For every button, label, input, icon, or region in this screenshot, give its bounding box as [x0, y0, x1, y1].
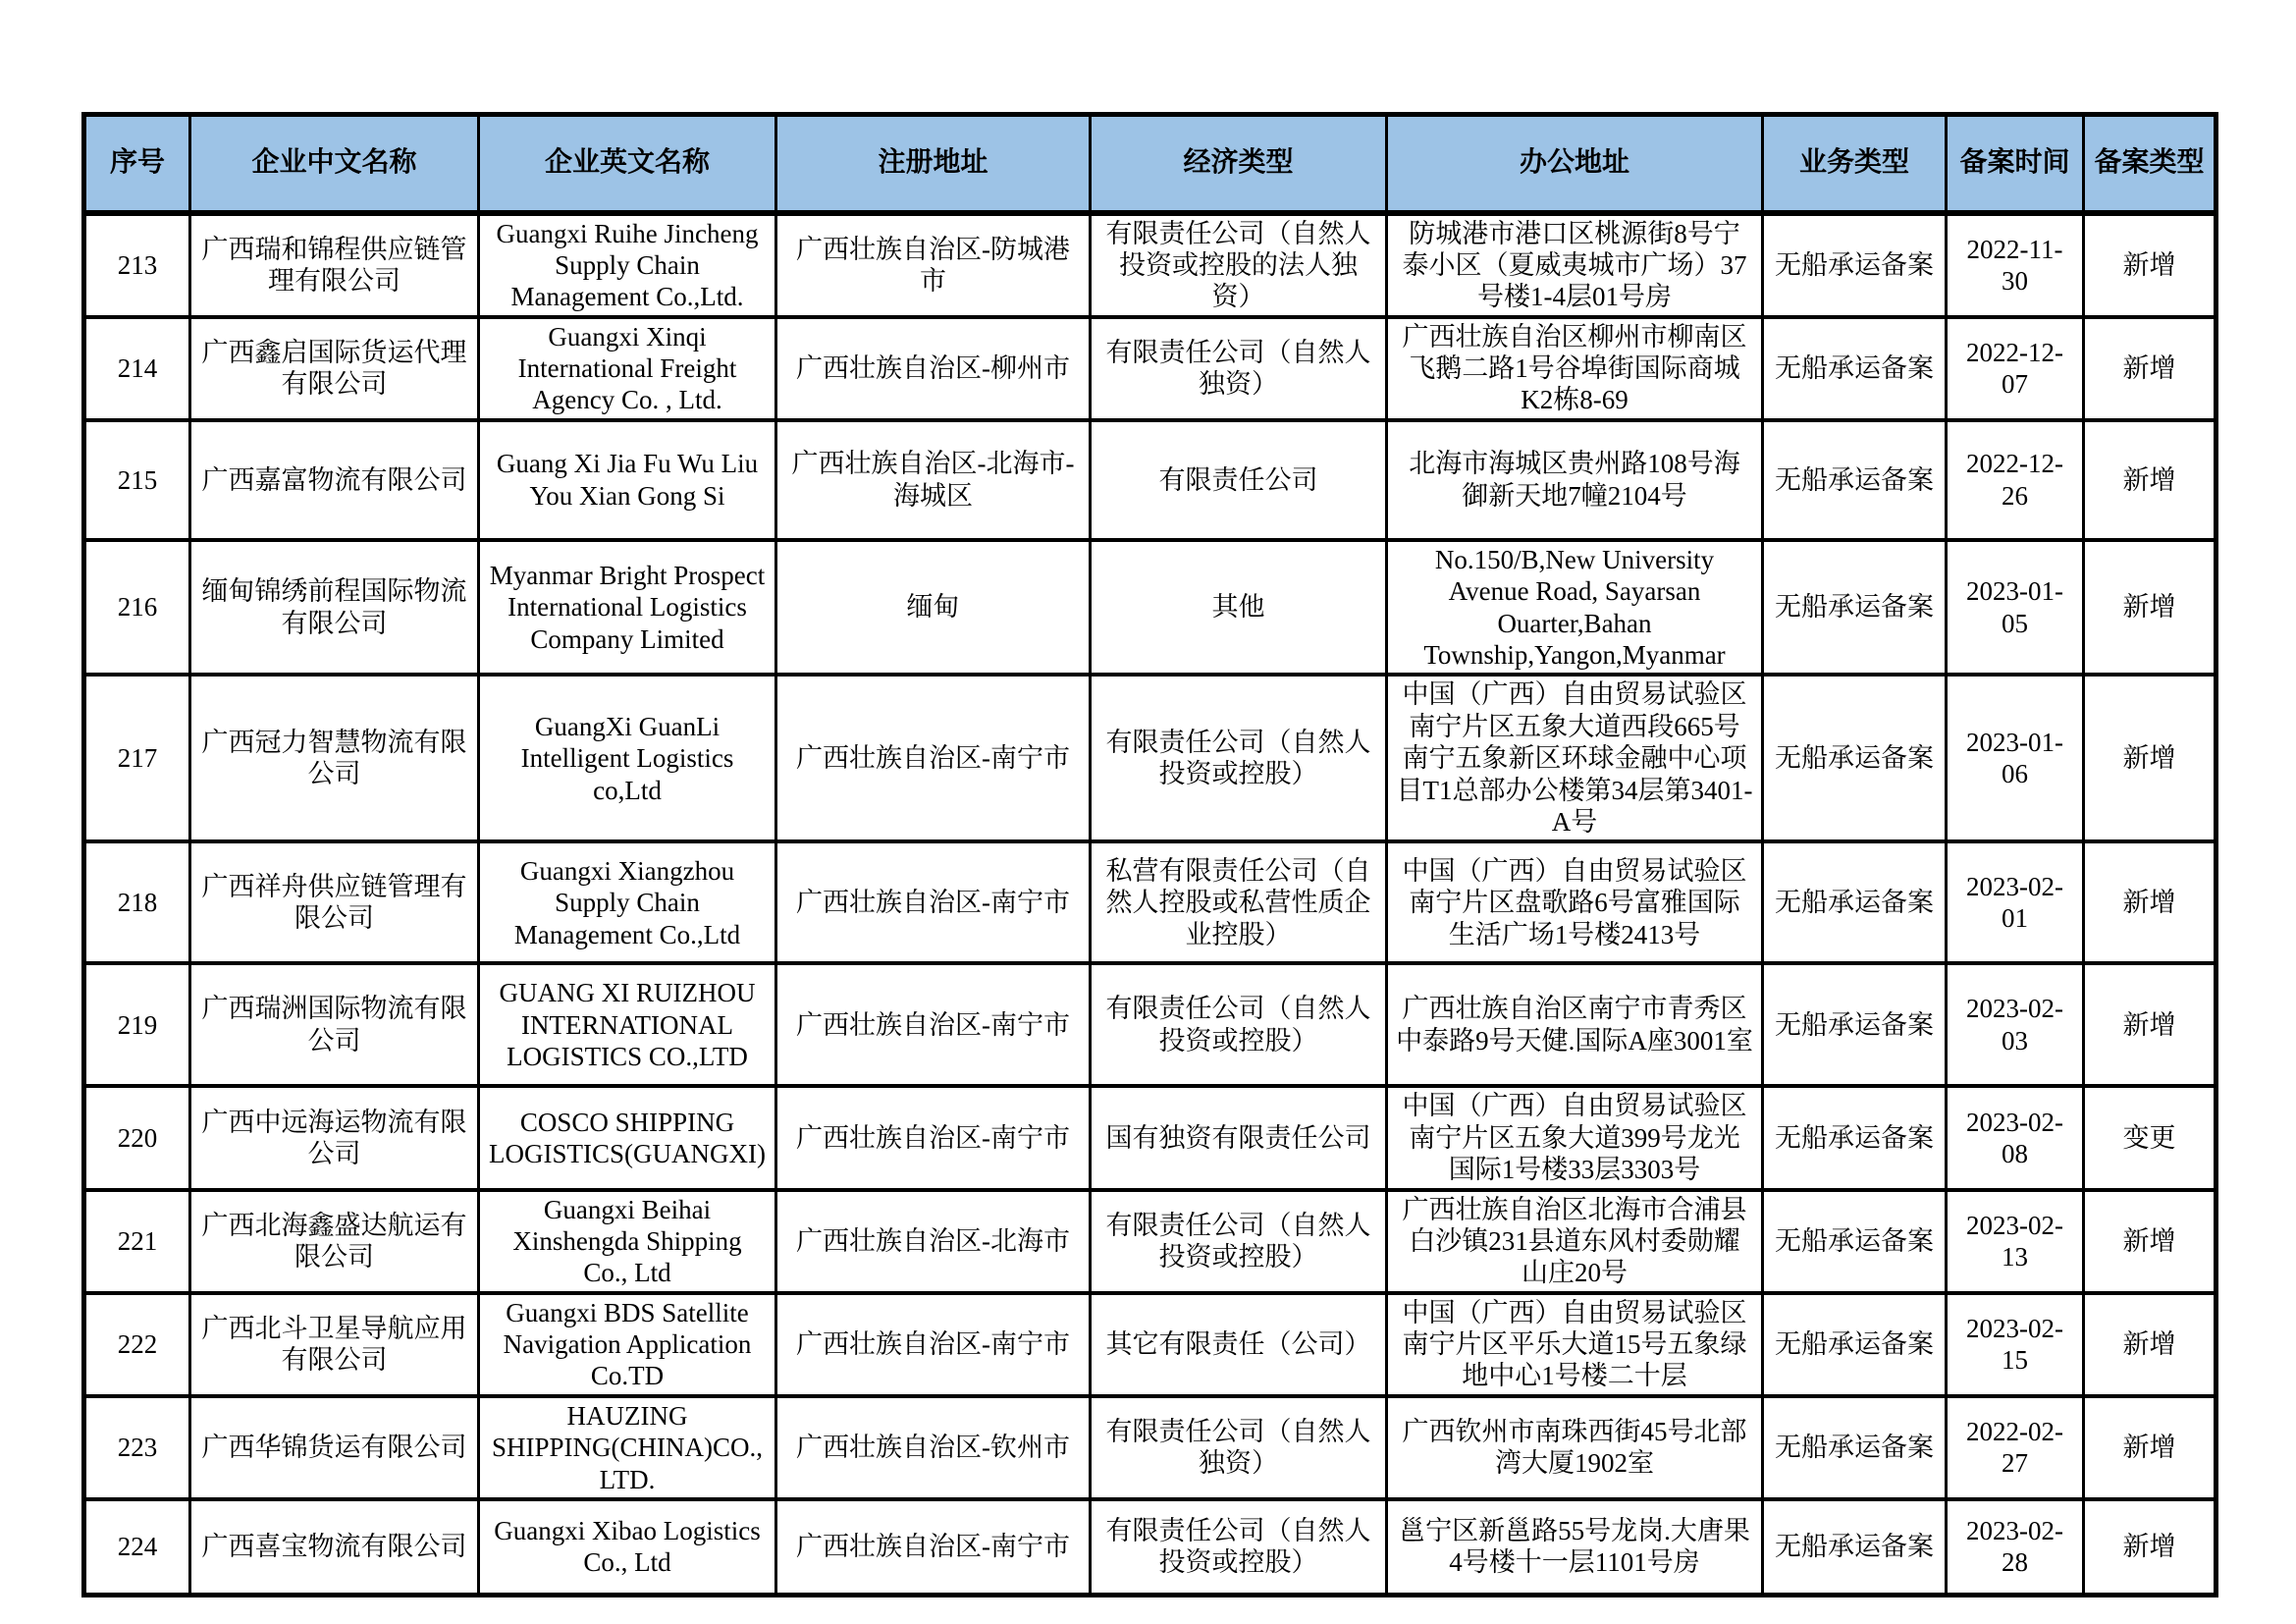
cell-economic-type: 国有独资有限责任公司	[1091, 1086, 1387, 1189]
column-header-name-cn: 企业中文名称	[190, 115, 479, 213]
cell-name-cn: 广西冠力智慧物流有限公司	[190, 675, 479, 841]
cell-filing-type: 新增	[2084, 317, 2216, 420]
cell-filing-type: 新增	[2084, 540, 2216, 676]
cell-name-en: GUANG XI RUIZHOU INTERNATIONAL LOGISTICS CO.,LTD	[479, 963, 776, 1086]
cell-filing-date: 2022-02-27	[1947, 1396, 2084, 1499]
cell-name-cn: 广西嘉富物流有限公司	[190, 420, 479, 540]
column-header-filing-date: 备案时间	[1947, 115, 2084, 213]
cell-office-address: 广西壮族自治区柳州市柳南区飞鹅二路1号谷埠街国际商城K2栋8-69	[1387, 317, 1763, 420]
cell-filing-type: 变更	[2084, 1086, 2216, 1189]
column-header-business-type: 业务类型	[1763, 115, 1947, 213]
cell-economic-type: 有限责任公司（自然人独资）	[1091, 317, 1387, 420]
cell-name-en: Guangxi Xinqi International Freight Agency Co. , Ltd.	[479, 317, 776, 420]
cell-business-type: 无船承运备案	[1763, 963, 1947, 1086]
cell-registered-address: 广西壮族自治区-南宁市	[776, 1499, 1091, 1595]
cell-filing-date: 2023-02-15	[1947, 1293, 2084, 1396]
cell-name-cn: 广西华锦货运有限公司	[190, 1396, 479, 1499]
cell-filing-type: 新增	[2084, 420, 2216, 540]
cell-office-address: 中国（广西）自由贸易试验区南宁片区五象大道西段665号南宁五象新区环球金融中心项目T1总部办公楼第34层第3401-A号	[1387, 675, 1763, 841]
cell-economic-type: 私营有限责任公司（自然人控股或私营性质企业控股）	[1091, 841, 1387, 963]
header-row	[84, 115, 2216, 213]
cell-business-type: 无船承运备案	[1763, 420, 1947, 540]
table-head	[84, 115, 2216, 213]
cell-name-en: HAUZING SHIPPING(CHINA)CO.,LTD.	[479, 1396, 776, 1499]
cell-filing-date: 2023-02-08	[1947, 1086, 2084, 1189]
table-row	[84, 213, 2216, 317]
cell-office-address: 广西壮族自治区南宁市青秀区中泰路9号天健.国际A座3001室	[1387, 963, 1763, 1086]
cell-business-type: 无船承运备案	[1763, 1396, 1947, 1499]
cell-seq: 218	[84, 841, 190, 963]
cell-office-address: 广西钦州市南珠西街45号北部湾大厦1902室	[1387, 1396, 1763, 1499]
cell-seq: 220	[84, 1086, 190, 1189]
cell-name-en: Guangxi Beihai Xinshengda Shipping Co., Ltd	[479, 1190, 776, 1293]
company-registry-table	[81, 112, 2218, 1597]
cell-filing-date: 2023-02-03	[1947, 963, 2084, 1086]
cell-economic-type: 有限责任公司（自然人投资或控股）	[1091, 1499, 1387, 1595]
cell-seq: 216	[84, 540, 190, 676]
cell-filing-type: 新增	[2084, 1499, 2216, 1595]
cell-registered-address: 广西壮族自治区-南宁市	[776, 1086, 1091, 1189]
cell-seq: 224	[84, 1499, 190, 1595]
cell-name-en: COSCO SHIPPING LOGISTICS(GUANGXI)	[479, 1086, 776, 1189]
cell-name-cn: 广西北海鑫盛达航运有限公司	[190, 1190, 479, 1293]
cell-name-cn: 广西瑞洲国际物流有限公司	[190, 963, 479, 1086]
cell-office-address: 中国（广西）自由贸易试验区南宁片区五象大道399号龙光国际1号楼33层3303号	[1387, 1086, 1763, 1189]
cell-economic-type: 其它有限责任（公司）	[1091, 1293, 1387, 1396]
column-header-name-en: 企业英文名称	[479, 115, 776, 213]
cell-registered-address: 广西壮族自治区-防城港市	[776, 213, 1091, 317]
cell-office-address: 北海市海城区贵州路108号海御新天地7幢2104号	[1387, 420, 1763, 540]
cell-filing-type: 新增	[2084, 1293, 2216, 1396]
cell-economic-type: 有限责任公司（自然人投资或控股）	[1091, 1190, 1387, 1293]
table-row	[84, 420, 2216, 540]
cell-name-en: Guangxi Xiangzhou Supply Chain Management Co.,Ltd	[479, 841, 776, 963]
cell-business-type: 无船承运备案	[1763, 1293, 1947, 1396]
cell-registered-address: 广西壮族自治区-南宁市	[776, 1293, 1091, 1396]
cell-registered-address: 广西壮族自治区-柳州市	[776, 317, 1091, 420]
cell-seq: 217	[84, 675, 190, 841]
cell-filing-type: 新增	[2084, 1190, 2216, 1293]
cell-filing-date: 2022-12-07	[1947, 317, 2084, 420]
cell-name-en: Guangxi BDS Satellite Navigation Application Co.TD	[479, 1293, 776, 1396]
cell-registered-address: 缅甸	[776, 540, 1091, 676]
cell-name-en: Guangxi Ruihe Jincheng Supply Chain Management Co.,Ltd.	[479, 213, 776, 317]
cell-filing-date: 2023-02-13	[1947, 1190, 2084, 1293]
cell-filing-date: 2022-11-30	[1947, 213, 2084, 317]
cell-name-cn: 广西中远海运物流有限公司	[190, 1086, 479, 1189]
cell-filing-type: 新增	[2084, 675, 2216, 841]
cell-seq: 214	[84, 317, 190, 420]
cell-business-type: 无船承运备案	[1763, 1499, 1947, 1595]
cell-filing-type: 新增	[2084, 1396, 2216, 1499]
cell-economic-type: 有限责任公司（自然人投资或控股的法人独资）	[1091, 213, 1387, 317]
cell-filing-type: 新增	[2084, 963, 2216, 1086]
cell-seq: 219	[84, 963, 190, 1086]
table-row	[84, 675, 2216, 841]
cell-registered-address: 广西壮族自治区-南宁市	[776, 675, 1091, 841]
cell-business-type: 无船承运备案	[1763, 213, 1947, 317]
table-row	[84, 1499, 2216, 1595]
cell-office-address: 防城港市港口区桃源街8号宁泰小区（夏威夷城市广场）37号楼1-4层01号房	[1387, 213, 1763, 317]
cell-office-address: 中国（广西）自由贸易试验区南宁片区平乐大道15号五象绿地中心1号楼二十层	[1387, 1293, 1763, 1396]
cell-business-type: 无船承运备案	[1763, 540, 1947, 676]
cell-economic-type: 有限责任公司（自然人投资或控股）	[1091, 963, 1387, 1086]
table-row	[84, 1396, 2216, 1499]
table-row	[84, 317, 2216, 420]
cell-business-type: 无船承运备案	[1763, 675, 1947, 841]
column-header-office-address: 办公地址	[1387, 115, 1763, 213]
table-row	[84, 540, 2216, 676]
cell-name-en: GuangXi GuanLi Intelligent Logistics co,Ltd	[479, 675, 776, 841]
cell-filing-date: 2023-02-01	[1947, 841, 2084, 963]
cell-business-type: 无船承运备案	[1763, 317, 1947, 420]
cell-name-en: Guangxi Xibao Logistics Co., Ltd	[479, 1499, 776, 1595]
cell-seq: 221	[84, 1190, 190, 1293]
table-row	[84, 1190, 2216, 1293]
cell-office-address: 邕宁区新邕路55号龙岗.大唐果4号楼十一层1101号房	[1387, 1499, 1763, 1595]
cell-economic-type: 有限责任公司	[1091, 420, 1387, 540]
cell-economic-type: 有限责任公司（自然人独资）	[1091, 1396, 1387, 1499]
column-header-registered-address: 注册地址	[776, 115, 1091, 213]
table-row	[84, 841, 2216, 963]
cell-registered-address: 广西壮族自治区-北海市	[776, 1190, 1091, 1293]
cell-business-type: 无船承运备案	[1763, 1086, 1947, 1189]
cell-filing-date: 2023-01-06	[1947, 675, 2084, 841]
cell-registered-address: 广西壮族自治区-南宁市	[776, 963, 1091, 1086]
cell-registered-address: 广西壮族自治区-南宁市	[776, 841, 1091, 963]
cell-name-cn: 广西瑞和锦程供应链管理有限公司	[190, 213, 479, 317]
cell-name-en: Myanmar Bright Prospect International Logistics Company Limited	[479, 540, 776, 676]
cell-registered-address: 广西壮族自治区-北海市-海城区	[776, 420, 1091, 540]
column-header-seq: 序号	[84, 115, 190, 213]
cell-registered-address: 广西壮族自治区-钦州市	[776, 1396, 1091, 1499]
table-body	[84, 213, 2216, 1596]
cell-name-cn: 广西北斗卫星导航应用有限公司	[190, 1293, 479, 1396]
cell-filing-type: 新增	[2084, 841, 2216, 963]
cell-seq: 222	[84, 1293, 190, 1396]
cell-name-cn: 广西鑫启国际货运代理有限公司	[190, 317, 479, 420]
cell-office-address: 广西壮族自治区北海市合浦县白沙镇231县道东风村委勋耀山庄20号	[1387, 1190, 1763, 1293]
cell-seq: 213	[84, 213, 190, 317]
cell-business-type: 无船承运备案	[1763, 1190, 1947, 1293]
cell-name-en: Guang Xi Jia Fu Wu Liu You Xian Gong Si	[479, 420, 776, 540]
cell-filing-date: 2022-12-26	[1947, 420, 2084, 540]
cell-filing-date: 2023-02-28	[1947, 1499, 2084, 1595]
cell-economic-type: 有限责任公司（自然人投资或控股）	[1091, 675, 1387, 841]
cell-economic-type: 其他	[1091, 540, 1387, 676]
cell-seq: 223	[84, 1396, 190, 1499]
column-header-filing-type: 备案类型	[2084, 115, 2216, 213]
column-header-economic-type: 经济类型	[1091, 115, 1387, 213]
cell-filing-type: 新增	[2084, 213, 2216, 317]
cell-seq: 215	[84, 420, 190, 540]
cell-filing-date: 2023-01-05	[1947, 540, 2084, 676]
cell-name-cn: 缅甸锦绣前程国际物流有限公司	[190, 540, 479, 676]
cell-office-address: No.150/B,New University Avenue Road, Sayarsan Ouarter,Bahan Township,Yangon,Myanmar	[1387, 540, 1763, 676]
table-row	[84, 1086, 2216, 1189]
cell-business-type: 无船承运备案	[1763, 841, 1947, 963]
cell-office-address: 中国（广西）自由贸易试验区南宁片区盘歌路6号富雅国际生活广场1号楼2413号	[1387, 841, 1763, 963]
cell-name-cn: 广西喜宝物流有限公司	[190, 1499, 479, 1595]
table-row	[84, 1293, 2216, 1396]
cell-name-cn: 广西祥舟供应链管理有限公司	[190, 841, 479, 963]
table-row	[84, 963, 2216, 1086]
